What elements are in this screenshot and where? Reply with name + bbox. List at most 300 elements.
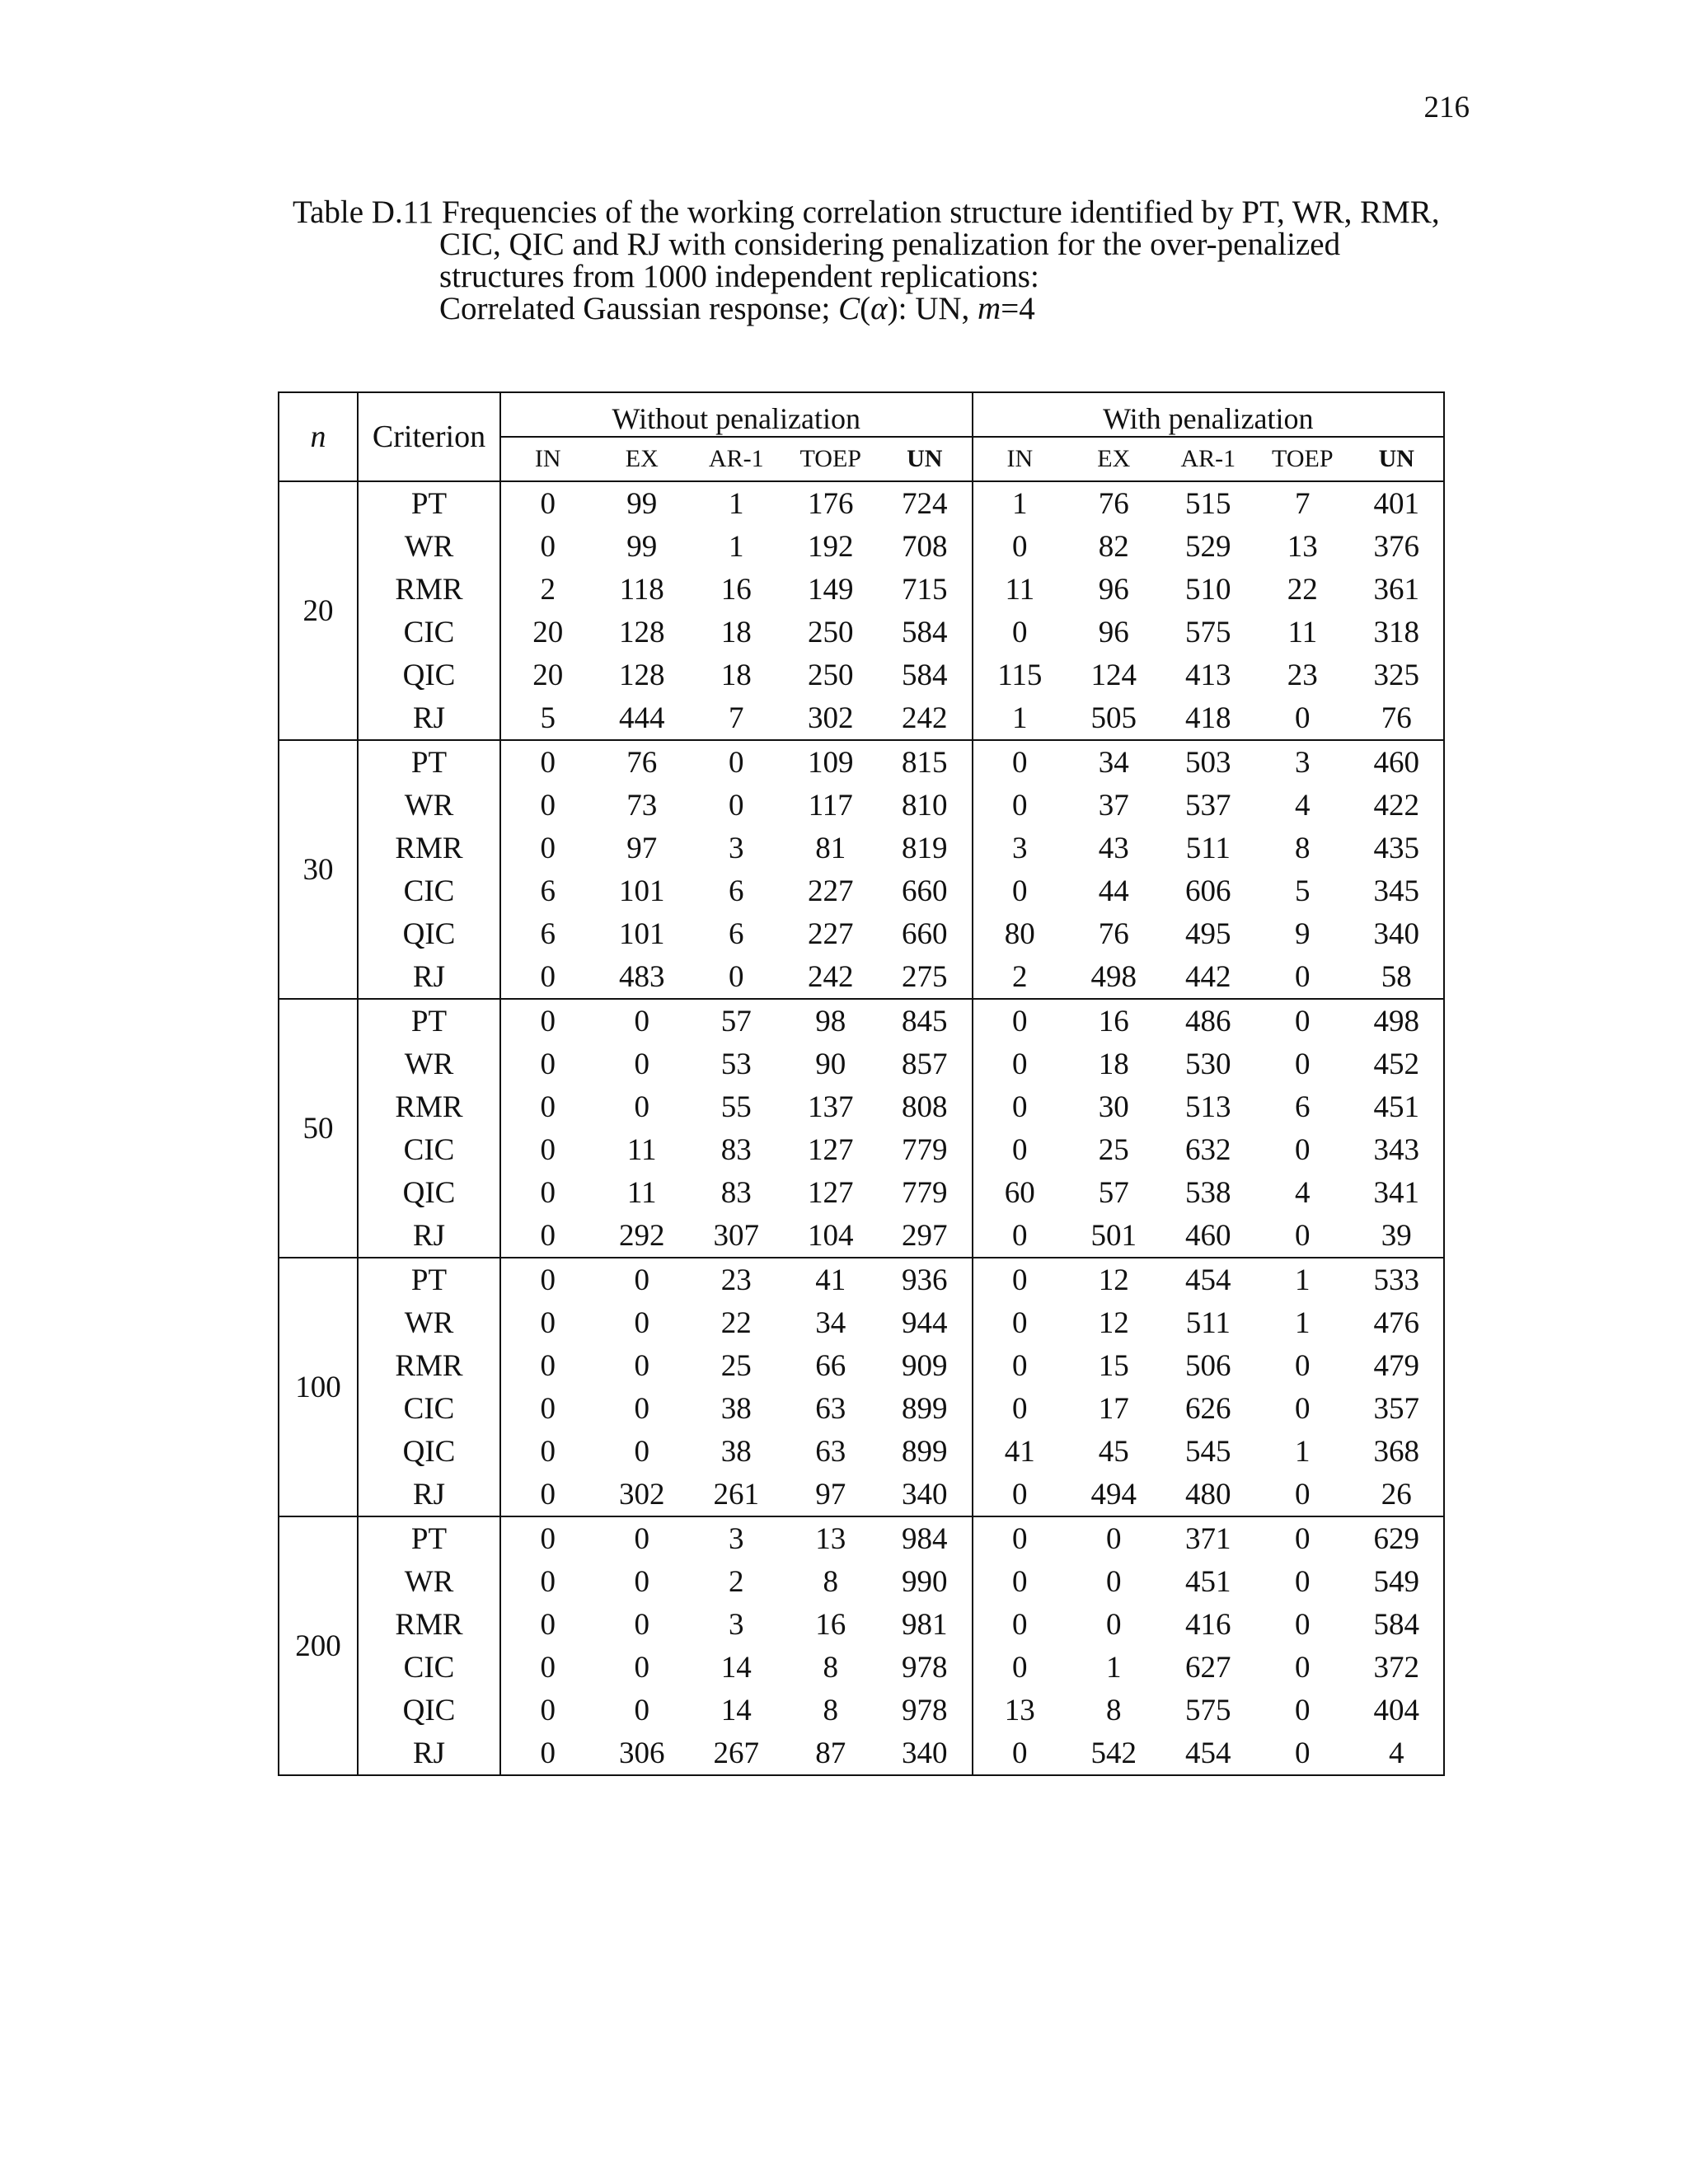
value-cell-without-toep: 8	[823, 1693, 838, 1727]
value-cell-with-toep: 9	[1295, 916, 1311, 951]
value-cell-with-ex: 501	[1090, 1218, 1137, 1253]
criterion-cell: QIC	[358, 1689, 500, 1732]
value-cell-without-ar1: 18	[720, 615, 752, 649]
value-cell-without-un: 899	[902, 1391, 948, 1426]
value-cell-with-toep: 8	[1295, 831, 1311, 865]
value-cell-without-un: 936	[902, 1263, 948, 1297]
value-cell-with-ex: 96	[1098, 572, 1129, 607]
value-cell-without-un: 944	[902, 1305, 948, 1340]
value-cell-without-ar1: 1	[729, 529, 744, 564]
value-cell-without-ex: 483	[619, 959, 665, 994]
value-cell-without-ex: 76	[626, 745, 658, 780]
value-cell-with-in: 0	[973, 1560, 1067, 1603]
value-cell-with-in: 1	[973, 696, 1067, 740]
caption-line-1: Table D.11 Frequencies of the working correlation structure identified by PT, WR, RMR,	[293, 194, 1440, 230]
criterion-cell: PT	[358, 999, 500, 1043]
table-row	[279, 912, 1444, 955]
value-cell-with-in: 0	[973, 1732, 1067, 1775]
value-cell-with-ex: 0	[1106, 1564, 1122, 1599]
value-cell-with-ar1: 632	[1185, 1132, 1231, 1167]
value-cell-without-un: 584	[902, 615, 948, 649]
value-cell-with-toep: 11	[1287, 615, 1318, 649]
value-cell-without-toep: 137	[808, 1090, 854, 1124]
value-cell-without-ar1: 14	[720, 1650, 752, 1685]
criterion-cell: RMR	[358, 1603, 500, 1646]
value-cell-with-in: 80	[973, 912, 1067, 955]
value-cell-with-ex: 505	[1090, 701, 1137, 735]
criterion-cell: RMR	[358, 827, 500, 869]
value-cell-with-ex: 18	[1098, 1047, 1129, 1081]
value-cell-without-toep: 104	[808, 1218, 854, 1253]
value-cell-without-un: 242	[902, 701, 948, 735]
value-cell-with-in: 13	[973, 1689, 1067, 1732]
criterion-cell: CIC	[358, 869, 500, 912]
value-cell-with-toep: 0	[1295, 959, 1311, 994]
value-cell-without-ar1: 83	[720, 1175, 752, 1210]
value-cell-with-un: 376	[1373, 529, 1420, 564]
value-cell-with-ar1: 486	[1185, 1004, 1231, 1038]
value-cell-without-in: 0	[500, 827, 595, 869]
value-cell-without-ex: 0	[634, 1564, 649, 1599]
value-cell-without-ex: 302	[619, 1477, 665, 1511]
caption-line-2: CIC, QIC and RJ with considering penalization for the over-penalized	[439, 227, 1341, 262]
value-cell-without-un: 297	[902, 1218, 948, 1253]
value-cell-without-un: 584	[902, 658, 948, 692]
value-cell-without-ar1: 55	[720, 1090, 752, 1124]
caption-line-4-suffix: =4	[1001, 291, 1035, 326]
value-cell-without-un: 819	[902, 831, 948, 865]
value-cell-with-ex: 37	[1098, 788, 1129, 823]
value-cell-with-toep: 0	[1295, 1521, 1311, 1556]
value-cell-without-ex: 0	[634, 1607, 649, 1642]
value-cell-with-in: 0	[973, 1473, 1067, 1516]
value-cell-without-toep: 34	[815, 1305, 846, 1340]
value-cell-with-toep: 23	[1287, 658, 1318, 692]
value-cell-with-ex: 44	[1098, 874, 1129, 908]
value-cell-with-in: 1	[973, 481, 1067, 525]
table-row	[279, 827, 1444, 869]
value-cell-without-ex: 0	[634, 1391, 649, 1426]
table-row	[279, 481, 1444, 525]
table-row	[279, 1387, 1444, 1430]
value-cell-with-un: 435	[1373, 831, 1420, 865]
value-cell-with-toep: 4	[1295, 788, 1311, 823]
table-row	[279, 1516, 1444, 1560]
value-cell-with-in: 0	[973, 999, 1067, 1043]
value-cell-with-un: 343	[1373, 1132, 1420, 1167]
value-cell-with-un: 4	[1389, 1736, 1404, 1770]
value-cell-without-toep: 109	[808, 745, 854, 780]
value-cell-with-ex: 8	[1106, 1693, 1122, 1727]
value-cell-without-toep: 250	[808, 615, 854, 649]
value-cell-with-toep: 4	[1295, 1175, 1311, 1210]
criterion-cell: PT	[358, 1516, 500, 1560]
value-cell-with-ar1: 511	[1185, 1305, 1231, 1340]
caption-c-symbol: C	[838, 291, 860, 326]
value-cell-without-ex: 11	[626, 1175, 657, 1210]
value-cell-with-ex: 0	[1106, 1607, 1122, 1642]
value-cell-without-un: 340	[902, 1736, 948, 1770]
value-cell-with-in: 0	[973, 1301, 1067, 1344]
value-cell-without-in: 6	[500, 869, 595, 912]
value-cell-with-ar1: 606	[1185, 874, 1231, 908]
value-cell-with-ex: 124	[1090, 658, 1137, 692]
value-cell-with-un: 26	[1381, 1477, 1412, 1511]
caption-paren-open: (	[860, 291, 871, 326]
value-cell-without-ex: 128	[619, 615, 665, 649]
value-cell-without-in: 0	[500, 1171, 595, 1214]
value-cell-with-ar1: 627	[1185, 1650, 1231, 1685]
value-cell-without-toep: 16	[815, 1607, 846, 1642]
value-cell-without-in: 0	[500, 1214, 595, 1258]
value-cell-without-ar1: 3	[729, 1521, 744, 1556]
value-cell-without-in: 20	[500, 611, 595, 654]
criterion-cell: RMR	[358, 1085, 500, 1128]
value-cell-with-ex: 43	[1098, 831, 1129, 865]
value-cell-with-in: 0	[973, 1344, 1067, 1387]
value-cell-with-ar1: 515	[1185, 486, 1231, 521]
table-row	[279, 999, 1444, 1043]
value-cell-with-toep: 0	[1295, 1004, 1311, 1038]
criterion-cell: WR	[358, 784, 500, 827]
value-cell-without-toep: 87	[815, 1736, 846, 1770]
value-cell-with-un: 325	[1373, 658, 1420, 692]
table-row	[279, 869, 1444, 912]
value-cell-without-ex: 0	[634, 1348, 649, 1383]
frequency-table	[278, 391, 1445, 1776]
value-cell-with-toep: 0	[1295, 1047, 1311, 1081]
value-cell-without-un: 275	[902, 959, 948, 994]
table-row	[279, 1043, 1444, 1085]
value-cell-without-ex: 0	[634, 1090, 649, 1124]
value-cell-without-ar1: 14	[720, 1693, 752, 1727]
value-cell-with-un: 533	[1373, 1263, 1420, 1297]
value-cell-with-ex: 494	[1090, 1477, 1137, 1511]
value-cell-without-in: 0	[500, 784, 595, 827]
criterion-cell: RMR	[358, 1344, 500, 1387]
value-cell-with-ar1: 545	[1185, 1434, 1231, 1469]
value-cell-without-ex: 0	[634, 1305, 649, 1340]
value-cell-without-toep: 302	[808, 701, 854, 735]
value-cell-with-in: 0	[973, 869, 1067, 912]
sample-size-cell: 100	[279, 1258, 358, 1516]
table-row	[279, 1732, 1444, 1775]
value-cell-without-in: 2	[500, 568, 595, 611]
value-cell-without-un: 340	[902, 1477, 948, 1511]
value-cell-without-in: 6	[500, 912, 595, 955]
value-cell-without-ar1: 57	[720, 1004, 752, 1038]
value-cell-with-toep: 13	[1287, 529, 1318, 564]
value-cell-with-toep: 6	[1295, 1090, 1311, 1124]
value-cell-with-in: 0	[973, 611, 1067, 654]
sample-size-cell: 30	[279, 740, 358, 999]
value-cell-without-ar1: 0	[729, 959, 744, 994]
value-cell-without-ar1: 0	[729, 745, 744, 780]
value-cell-with-ar1: 513	[1185, 1090, 1231, 1124]
criterion-cell: WR	[358, 525, 500, 568]
value-cell-without-in: 0	[500, 525, 595, 568]
value-cell-without-in: 0	[500, 1043, 595, 1085]
value-cell-with-ex: 30	[1098, 1090, 1129, 1124]
value-cell-without-in: 0	[500, 1085, 595, 1128]
value-cell-with-ex: 45	[1098, 1434, 1129, 1469]
value-cell-without-in: 0	[500, 1128, 595, 1171]
value-cell-without-toep: 41	[815, 1263, 846, 1297]
value-cell-with-ex: 96	[1098, 615, 1129, 649]
value-cell-with-toep: 0	[1295, 1477, 1311, 1511]
criterion-cell: QIC	[358, 1430, 500, 1473]
value-cell-with-ar1: 506	[1185, 1348, 1231, 1383]
criterion-cell: CIC	[358, 1128, 500, 1171]
criterion-cell: QIC	[358, 912, 500, 955]
table-body	[279, 481, 1444, 1775]
value-cell-without-toep: 8	[823, 1564, 838, 1599]
value-cell-without-un: 708	[902, 529, 948, 564]
criterion-cell: WR	[358, 1301, 500, 1344]
value-cell-without-un: 899	[902, 1434, 948, 1469]
value-cell-without-in: 0	[500, 1560, 595, 1603]
table-row	[279, 1430, 1444, 1473]
value-cell-with-un: 357	[1373, 1391, 1420, 1426]
value-cell-with-un: 460	[1373, 745, 1420, 780]
value-cell-without-toep: 227	[808, 874, 854, 908]
value-cell-with-ex: 76	[1098, 916, 1129, 951]
criterion-cell: RJ	[358, 696, 500, 740]
value-cell-with-un: 361	[1373, 572, 1420, 607]
criterion-cell: RMR	[358, 568, 500, 611]
value-cell-with-un: 39	[1381, 1218, 1412, 1253]
value-cell-without-un: 984	[902, 1521, 948, 1556]
value-cell-with-un: 345	[1373, 874, 1420, 908]
caption-line-4-prefix: Correlated Gaussian response;	[439, 291, 839, 326]
value-cell-with-ex: 0	[1106, 1521, 1122, 1556]
value-cell-without-ex: 73	[626, 788, 658, 823]
column-header-ar1: AR-1	[708, 445, 764, 472]
value-cell-without-in: 0	[500, 1430, 595, 1473]
value-cell-with-ar1: 529	[1185, 529, 1231, 564]
value-cell-without-in: 0	[500, 1344, 595, 1387]
value-cell-with-in: 60	[973, 1171, 1067, 1214]
value-cell-with-ar1: 511	[1185, 831, 1231, 865]
table-row	[279, 1560, 1444, 1603]
value-cell-with-toep: 5	[1295, 874, 1311, 908]
value-cell-without-ex: 101	[619, 874, 665, 908]
value-cell-with-toep: 0	[1295, 1132, 1311, 1167]
value-cell-without-ar1: 0	[729, 788, 744, 823]
value-cell-without-toep: 149	[808, 572, 854, 607]
table-row	[279, 696, 1444, 740]
value-cell-without-ex: 128	[619, 658, 665, 692]
value-cell-with-un: 372	[1373, 1650, 1420, 1685]
header-row-groups	[279, 392, 1444, 437]
value-cell-without-ar1: 22	[720, 1305, 752, 1340]
criterion-cell: RJ	[358, 1473, 500, 1516]
value-cell-without-toep: 192	[808, 529, 854, 564]
value-cell-without-ar1: 6	[729, 874, 744, 908]
value-cell-with-ar1: 538	[1185, 1175, 1231, 1210]
value-cell-without-ex: 118	[619, 572, 664, 607]
value-cell-with-ar1: 530	[1185, 1047, 1231, 1081]
value-cell-with-ar1: 454	[1185, 1736, 1231, 1770]
criterion-cell: QIC	[358, 654, 500, 696]
group-header-with-penalization: With penalization	[973, 392, 1445, 437]
value-cell-with-un: 76	[1381, 701, 1412, 735]
value-cell-without-ar1: 6	[729, 916, 744, 951]
value-cell-without-in: 0	[500, 1732, 595, 1775]
value-cell-with-ex: 12	[1098, 1263, 1129, 1297]
value-cell-with-toep: 1	[1295, 1434, 1311, 1469]
value-cell-with-in: 0	[973, 1258, 1067, 1301]
table-row	[279, 740, 1444, 784]
criterion-cell: WR	[358, 1043, 500, 1085]
value-cell-without-un: 978	[902, 1693, 948, 1727]
value-cell-with-ar1: 451	[1185, 1564, 1231, 1599]
value-cell-with-toep: 3	[1295, 745, 1311, 780]
value-cell-with-un: 476	[1373, 1305, 1420, 1340]
value-cell-without-un: 779	[902, 1132, 948, 1167]
criterion-cell: CIC	[358, 1387, 500, 1430]
column-header-criterion: Criterion	[358, 392, 500, 481]
value-cell-without-un: 724	[902, 486, 948, 521]
value-cell-with-toep: 0	[1295, 1736, 1311, 1770]
value-cell-without-toep: 242	[808, 959, 854, 994]
criterion-cell: CIC	[358, 1646, 500, 1689]
value-cell-with-un: 404	[1373, 1693, 1420, 1727]
value-cell-without-un: 779	[902, 1175, 948, 1210]
caption-line-3: structures from 1000 independent replications:	[439, 259, 1039, 294]
value-cell-with-ar1: 413	[1185, 658, 1231, 692]
value-cell-with-ar1: 575	[1185, 615, 1231, 649]
column-header-un: UN	[1378, 445, 1414, 472]
value-cell-with-ar1: 460	[1185, 1218, 1231, 1253]
value-cell-with-ar1: 454	[1185, 1263, 1231, 1297]
caption-line-4	[293, 293, 1479, 325]
value-cell-without-in: 0	[500, 1301, 595, 1344]
sample-size-cell: 50	[279, 999, 358, 1258]
criterion-cell: PT	[358, 740, 500, 784]
value-cell-with-in: 11	[973, 568, 1067, 611]
value-cell-with-un: 629	[1373, 1521, 1420, 1556]
value-cell-with-toep: 0	[1295, 1218, 1311, 1253]
column-header-toep: TOEP	[1272, 445, 1334, 472]
value-cell-without-toep: 98	[815, 1004, 846, 1038]
value-cell-without-ar1: 38	[720, 1391, 752, 1426]
value-cell-without-toep: 66	[815, 1348, 846, 1383]
value-cell-without-un: 715	[902, 572, 948, 607]
table-row	[279, 525, 1444, 568]
value-cell-with-ar1: 503	[1185, 745, 1231, 780]
value-cell-without-un: 909	[902, 1348, 948, 1383]
value-cell-without-ex: 0	[634, 1263, 649, 1297]
value-cell-with-un: 340	[1373, 916, 1420, 951]
value-cell-without-ar1: 261	[713, 1477, 759, 1511]
value-cell-without-toep: 81	[815, 831, 846, 865]
value-cell-without-un: 808	[902, 1090, 948, 1124]
value-cell-with-ar1: 418	[1185, 701, 1231, 735]
value-cell-with-toep: 0	[1295, 1607, 1311, 1642]
value-cell-without-un: 815	[902, 745, 948, 780]
value-cell-without-toep: 176	[808, 486, 854, 521]
table-row	[279, 1473, 1444, 1516]
value-cell-with-in: 0	[973, 1043, 1067, 1085]
table-row	[279, 1085, 1444, 1128]
value-cell-with-toep: 0	[1295, 1564, 1311, 1599]
value-cell-with-in: 0	[973, 1516, 1067, 1560]
value-cell-without-ex: 292	[619, 1218, 665, 1253]
table-row	[279, 1128, 1444, 1171]
value-cell-without-in: 0	[500, 1689, 595, 1732]
value-cell-without-un: 990	[902, 1564, 948, 1599]
value-cell-without-in: 0	[500, 481, 595, 525]
value-cell-with-toep: 22	[1287, 572, 1318, 607]
value-cell-with-ex: 12	[1098, 1305, 1129, 1340]
value-cell-with-ex: 15	[1098, 1348, 1129, 1383]
value-cell-without-ar1: 3	[729, 831, 744, 865]
value-cell-with-ar1: 416	[1185, 1607, 1231, 1642]
value-cell-with-ar1: 495	[1185, 916, 1231, 951]
value-cell-without-in: 0	[500, 1258, 595, 1301]
column-header-in: IN	[500, 437, 595, 481]
value-cell-with-toep: 1	[1295, 1305, 1311, 1340]
value-cell-with-in: 0	[973, 1603, 1067, 1646]
value-cell-with-ex: 498	[1090, 959, 1137, 994]
value-cell-with-ex: 76	[1098, 486, 1129, 521]
table-row	[279, 654, 1444, 696]
value-cell-without-ex: 0	[634, 1693, 649, 1727]
value-cell-without-in: 0	[500, 1473, 595, 1516]
value-cell-without-toep: 63	[815, 1434, 846, 1469]
table-row	[279, 611, 1444, 654]
value-cell-with-un: 498	[1373, 1004, 1420, 1038]
table-row	[279, 1301, 1444, 1344]
value-cell-with-ar1: 537	[1185, 788, 1231, 823]
value-cell-without-toep: 117	[808, 788, 853, 823]
table-row	[279, 955, 1444, 999]
value-cell-with-in: 0	[973, 740, 1067, 784]
criterion-cell: CIC	[358, 611, 500, 654]
column-header-un: UN	[907, 445, 943, 472]
value-cell-without-ar1: 18	[720, 658, 752, 692]
value-cell-with-toep: 0	[1295, 1650, 1311, 1685]
criterion-cell: QIC	[358, 1171, 500, 1214]
value-cell-with-un: 451	[1373, 1090, 1420, 1124]
value-cell-without-un: 978	[902, 1650, 948, 1685]
caption-paren-close: ): UN,	[887, 291, 978, 326]
value-cell-with-ar1: 575	[1185, 1693, 1231, 1727]
value-cell-with-ar1: 510	[1185, 572, 1231, 607]
table-row	[279, 1603, 1444, 1646]
value-cell-with-in: 0	[973, 1128, 1067, 1171]
group-header-without-penalization: Without penalization	[500, 392, 973, 437]
sample-size-cell: 20	[302, 593, 334, 628]
value-cell-without-ex: 99	[626, 486, 658, 521]
value-cell-without-ar1: 83	[720, 1132, 752, 1167]
table-caption	[293, 196, 1479, 325]
value-cell-with-toep: 0	[1295, 1391, 1311, 1426]
column-header-toep: TOEP	[799, 445, 861, 472]
value-cell-without-ex: 444	[619, 701, 665, 735]
criterion-cell: RJ	[358, 1214, 500, 1258]
value-cell-without-ex: 0	[634, 1650, 649, 1685]
value-cell-without-in: 0	[500, 999, 595, 1043]
criterion-cell: WR	[358, 1560, 500, 1603]
criterion-cell: PT	[358, 1258, 500, 1301]
value-cell-with-un: 549	[1373, 1564, 1420, 1599]
value-cell-without-in: 0	[500, 1603, 595, 1646]
criterion-cell: PT	[358, 481, 500, 525]
value-cell-with-toep: 7	[1295, 486, 1311, 521]
value-cell-without-ar1: 25	[720, 1348, 752, 1383]
